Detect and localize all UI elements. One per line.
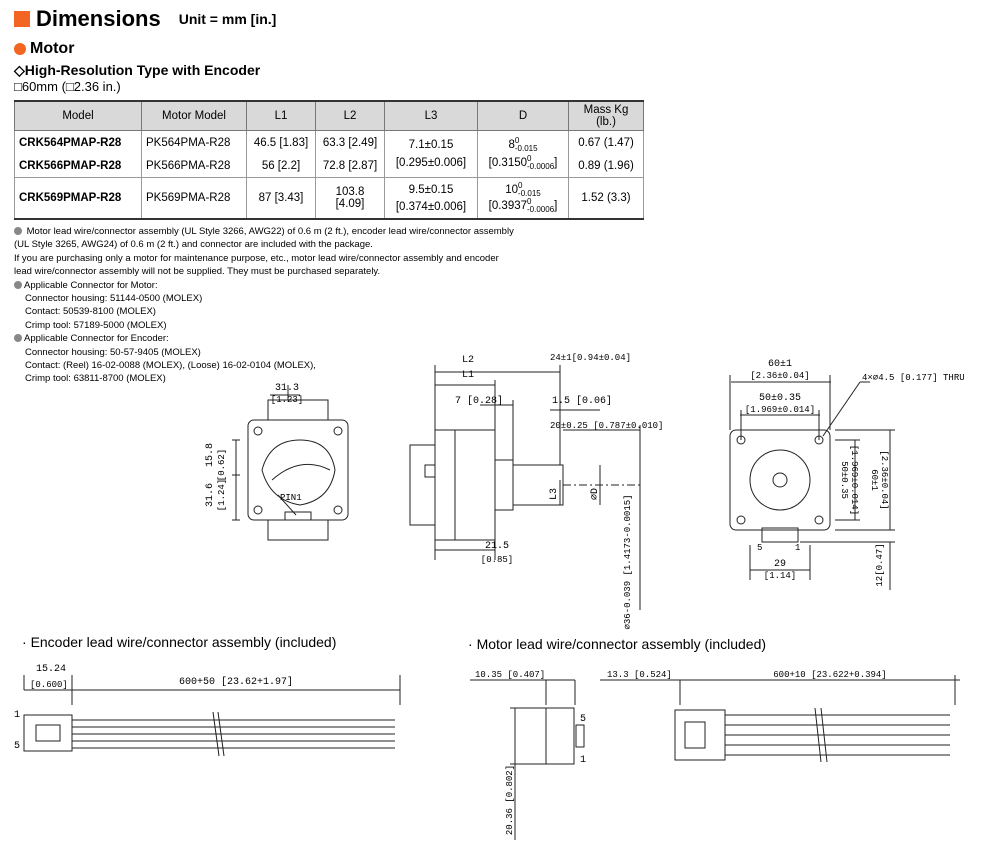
mot-pin-5: 5	[580, 714, 587, 725]
col-motor-model: Motor Model	[142, 101, 247, 131]
col-model: Model	[15, 101, 142, 131]
dim-1-969: [1.969±0.014]	[744, 405, 816, 415]
dim-50: 50±0.35	[758, 393, 802, 404]
dim-d: ⌀D	[590, 487, 601, 501]
note-line: Crimp tool: 63811-8700 (MOLEX)	[25, 373, 166, 385]
d-a-in: [0.31500 -0.0006]	[488, 154, 558, 171]
dim-31-3: 31.3	[274, 383, 300, 394]
note-line: Connector housing: 51144-0500 (MOLEX)	[25, 293, 203, 305]
mot-dim-600: 600+10 [23.622+0.394]	[773, 670, 887, 680]
dim-l1: L1	[461, 370, 475, 381]
dim-7: 7 [0.28]	[455, 396, 504, 407]
l3-b-mm: 9.5±0.15	[408, 183, 454, 196]
mot-dim-10-35: 10.35 [0.407]	[475, 670, 546, 680]
cell-l2: 103.8 [4.09]	[316, 178, 385, 220]
dim-0-85: [0.85]	[480, 555, 514, 565]
cell-motor: PK569PMA-R28	[142, 178, 247, 220]
vdim-60: 60±1	[869, 469, 879, 491]
note-line: Connector housing: 50-57-9405 (MOLEX)	[25, 346, 201, 358]
cell-motor: PK564PMA-R28	[142, 131, 247, 155]
cell-model: CRK569PMAP-R28	[15, 178, 142, 220]
cell-l1: 56 [2.2]	[247, 154, 316, 178]
cell-model: CRK566PMAP-R28	[15, 154, 142, 178]
holes-label: 4×⌀4.5 [0.177] THRU	[862, 373, 965, 383]
dim-1-24: [1.24]	[217, 478, 227, 512]
cell-model: CRK564PMAP-R28	[15, 131, 142, 155]
section-title: Motor	[30, 40, 75, 57]
cell-l2: 72.8 [2.87]	[316, 154, 385, 178]
col-l2: L2	[316, 101, 385, 131]
enc-pin-1: 1	[14, 710, 21, 721]
cell-mass: 1.52 (3.3)	[569, 178, 644, 220]
rear-view	[232, 385, 348, 540]
dim-1-14: [1.14]	[763, 571, 797, 581]
note-line: Motor lead wire/connector assembly (UL Style 3266, AWG22) of 0.6 m (2 ft.), encoder lead wire/connector assembly	[14, 225, 514, 238]
dim-31-6: 31.6	[205, 482, 216, 508]
note-line: Contact: 50539-8100 (MOLEX)	[25, 306, 156, 318]
l3-a-in: [0.295±0.006]	[395, 157, 467, 169]
dim-20: 20±0.25 [0.787±0.010]	[550, 421, 664, 431]
cell-mass: 0.89 (1.96)	[569, 154, 644, 178]
cell-l1: 46.5 [1.83]	[247, 131, 316, 155]
vdim-50: 50±0.35	[839, 461, 849, 499]
cell-l2: 63.3 [2.49]	[316, 131, 385, 155]
dim-24: 24±1[0.94±0.04]	[550, 353, 632, 363]
cell-mass: 0.67 (1.47)	[569, 131, 644, 155]
note-line: Crimp tool: 57189-5000 (MOLEX)	[25, 319, 167, 331]
enc-dim-600: 600+50 [23.62+1.97]	[178, 677, 294, 688]
dim-60: 60±1	[767, 359, 793, 370]
col-l3: L3	[385, 101, 478, 131]
dim-29: 29	[773, 559, 787, 570]
motor-lead-wire-drawing	[470, 675, 960, 840]
col-mass: Mass Kg (lb.)	[569, 101, 644, 131]
dim-1-23: [1.23]	[270, 395, 304, 405]
dim-2-36: [2.36±0.04]	[750, 371, 810, 381]
dim-12: 12[0.47]	[875, 543, 885, 587]
pin-5: 5	[757, 543, 763, 553]
dim-l2: L2	[461, 355, 475, 366]
dim-1-5: 1.5 [0.06]	[552, 396, 613, 407]
l3-b-in: [0.374±0.006]	[395, 200, 467, 213]
enc-dim-0-600: [0.600]	[30, 680, 68, 690]
cell-l1: 87 [3.43]	[247, 178, 316, 220]
dim-36: ⌀36-0.039 [1.4173-0.0015]	[623, 494, 633, 630]
note-line: (UL Style 3265, AWG24) of 0.6 m (2 ft.) and connector are included with the package.	[14, 239, 373, 251]
dim-15-8: 15.8	[205, 442, 216, 468]
mot-pin-1: 1	[580, 755, 587, 766]
d-b-in: [0.39370 -0.0006]	[488, 197, 558, 214]
cell-motor: PK566PMA-R28	[142, 154, 247, 178]
encoder-lead-title: · Encoder lead wire/connector assembly (included)	[22, 634, 337, 650]
pin1-label: PIN1	[280, 493, 302, 503]
note-line: Contact: (Reel) 16-02-0088 (MOLEX), (Loose) 16-02-0104 (MOLEX),	[25, 360, 316, 372]
note-line: Applicable Connector for Encoder:	[14, 332, 514, 345]
mot-dim-13-3: 13.3 [0.524]	[607, 670, 672, 680]
pin-1: 1	[795, 543, 801, 553]
dim-21-5: 21.5	[484, 541, 510, 552]
col-l1: L1	[247, 101, 316, 131]
motor-lead-title: · Motor lead wire/connector assembly (included)	[468, 636, 767, 652]
dim-l3: L3	[549, 487, 560, 501]
note-line: Applicable Connector for Motor:	[14, 279, 514, 292]
type-title: ◇High-Resolution Type with Encoder	[14, 62, 261, 78]
page-title: Dimensions	[36, 6, 161, 31]
vdim-1-969: [1.969±0.014]	[849, 444, 859, 516]
mot-dim-20-36: 20.36 [0.802]	[505, 764, 515, 836]
unit-label: Unit = mm [in.]	[178, 11, 277, 27]
d-b-mm: 100 -0.015	[505, 181, 541, 198]
l3-a-mm: 7.1±0.15	[408, 139, 454, 151]
d-a-mm: 80 -0.015	[508, 136, 538, 153]
enc-pin-5: 5	[14, 741, 21, 752]
note-line: If you are purchasing only a motor for maintenance purpose, etc., motor lead wire/connector assembly and encoder	[14, 252, 499, 264]
frame-size: □60mm (□2.36 in.)	[14, 79, 121, 94]
note-line: lead wire/connector assembly will not be supplied. They must be purchased separately.	[14, 266, 381, 278]
vdim-2-36: [2.36±0.04]	[879, 450, 889, 510]
enc-dim-15-24: 15.24	[36, 664, 67, 675]
dim-0-62: [0.62]	[217, 448, 227, 482]
col-d: D	[478, 101, 569, 131]
